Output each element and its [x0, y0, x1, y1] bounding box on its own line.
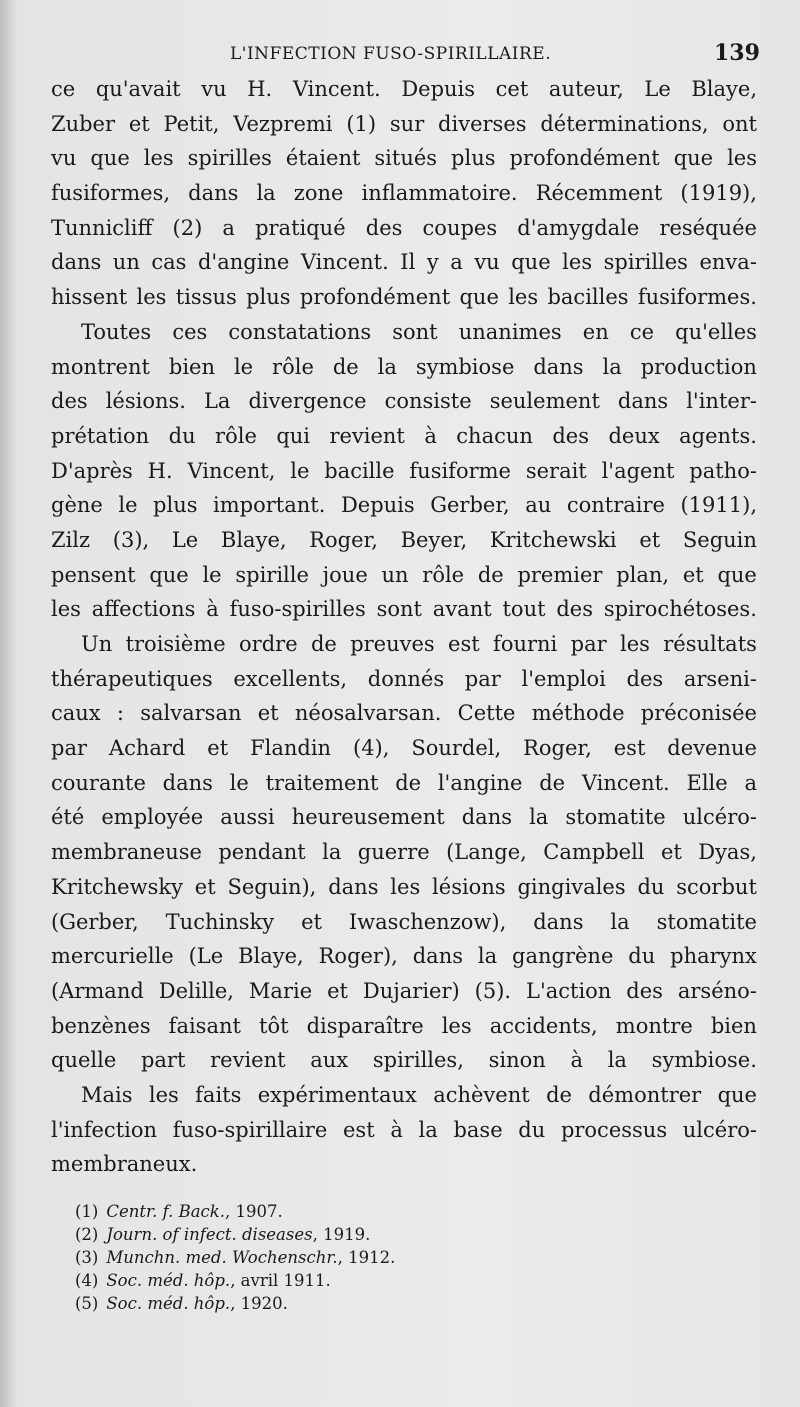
text-line: D'après H. Vincent, le bacille fusiforme serait l'agent patho- [51, 458, 757, 483]
text-line: été employée aussi heureusement dans la stomatite ulcéro- [51, 805, 757, 830]
text-line: Un troisième ordre de preuves est fourni par les résultats [81, 632, 757, 656]
text-line: courante dans le traitement de l'angine de Vincent. Elle a [51, 770, 757, 795]
text-line: thérapeutiques excellents, donnés par l'emploi des arseni- [51, 666, 757, 691]
text-line: les affections à fuso-spirilles sont avant tout des spirochétoses. [51, 597, 757, 622]
text-line: gène le plus important. Depuis Gerber, au contraire (1911), [51, 493, 757, 518]
footnote [75, 1292, 575, 1315]
footnote-number: (4) [75, 1271, 99, 1290]
text-line: ce qu'avait vu H. Vincent. Depuis cet auteur, Le Blaye, [51, 77, 757, 101]
text-line: quelle part revient aux spirilles, sinon à la symbiose. [51, 1048, 757, 1073]
text-line: Mais les faits expérimentaux achèvent de démontrer que [81, 1082, 757, 1107]
text-line: fusiformes, dans la zone inflammatoire. Récemment (1919), [51, 181, 757, 206]
footnote-source: Soc. méd. hôp. [106, 1294, 231, 1313]
text-line: prétation du rôle qui revient à chacun des deux agents. [51, 423, 757, 448]
text-line: (Armand Delille, Marie et Dujarier) (5). L'action des arséno- [51, 978, 757, 1003]
footnote [75, 1269, 575, 1292]
footnote-source: Journ. of infect. diseases [106, 1225, 313, 1244]
text-line: membraneux. [51, 1152, 198, 1177]
footnote-number: (1) [75, 1202, 99, 1221]
text-line: pensent que le spirille joue un rôle de premier plan, et que [51, 562, 757, 587]
footnote-detail: , 1919. [312, 1225, 371, 1244]
text-line: Kritchewsky et Seguin), dans les lésions gingivales du scorbut [51, 874, 757, 899]
footnotes [75, 1200, 575, 1315]
text-line: mercurielle (Le Blaye, Roger), dans la gangrène du pharynx [51, 944, 757, 969]
text-line: Toutes ces constatations sont unanimes en ce qu'elles [81, 319, 757, 344]
footnote [75, 1246, 575, 1269]
page-header [0, 40, 800, 70]
footnote-number: (3) [75, 1248, 99, 1267]
text-line: benzènes faisant tôt disparaître les accidents, montre bien [51, 1013, 757, 1038]
footnote-source: Soc. méd. hôp. [106, 1271, 231, 1290]
footnote-detail: , 1920. [230, 1294, 288, 1313]
text-line: vu que les spirilles étaient situés plus profondément que les [51, 146, 757, 171]
text-line: membraneuse pendant la guerre (Lange, Campbell et Dyas, [51, 840, 757, 865]
footnote-detail: , avril 1911. [230, 1271, 331, 1290]
text-line: montrent bien le rôle de la symbiose dans la production [51, 354, 757, 379]
text-line: caux : salvarsan et néosalvarsan. Cette méthode préconisée [51, 701, 757, 726]
footnote-number: (5) [75, 1294, 99, 1313]
footnote [75, 1200, 575, 1223]
footnote-source: Munchn. med. Wochenschr. [106, 1248, 338, 1267]
text-line: des lésions. La divergence consiste seulement dans l'inter- [51, 389, 757, 414]
footnote [75, 1223, 575, 1246]
text-line: l'infection fuso-spirillaire est à la base du processus ulcéro- [51, 1117, 757, 1142]
text-line: hissent les tissus plus profondément que les bacilles fusiformes. [51, 285, 757, 310]
text-line: Zilz (3), Le Blaye, Roger, Beyer, Kritchewski et Seguin [51, 527, 757, 552]
footnote-detail: , 1912. [337, 1248, 396, 1267]
text-line: Tunnicliff (2) a pratiqué des coupes d'amygdale reséquée [51, 215, 757, 240]
text-line: par Achard et Flandin (4), Sourdel, Roger, est devenue [51, 736, 757, 761]
footnote-source: Centr. f. Back. [106, 1202, 226, 1221]
text-line: Zuber et Petit, Vezpremi (1) sur diverses déterminations, ont [51, 111, 757, 136]
running-title: L'INFECTION FUSO-SPIRILLAIRE. [230, 44, 552, 64]
footnote-detail: , 1907. [225, 1202, 283, 1221]
footnote-number: (2) [75, 1225, 99, 1244]
page-number: 139 [714, 40, 760, 66]
text-line: (Gerber, Tuchinsky et Iwaschenzow), dans la stomatite [51, 909, 757, 934]
text-line: dans un cas d'angine Vincent. Il y a vu que les spirilles enva- [51, 250, 757, 275]
body-text [51, 72, 757, 1182]
